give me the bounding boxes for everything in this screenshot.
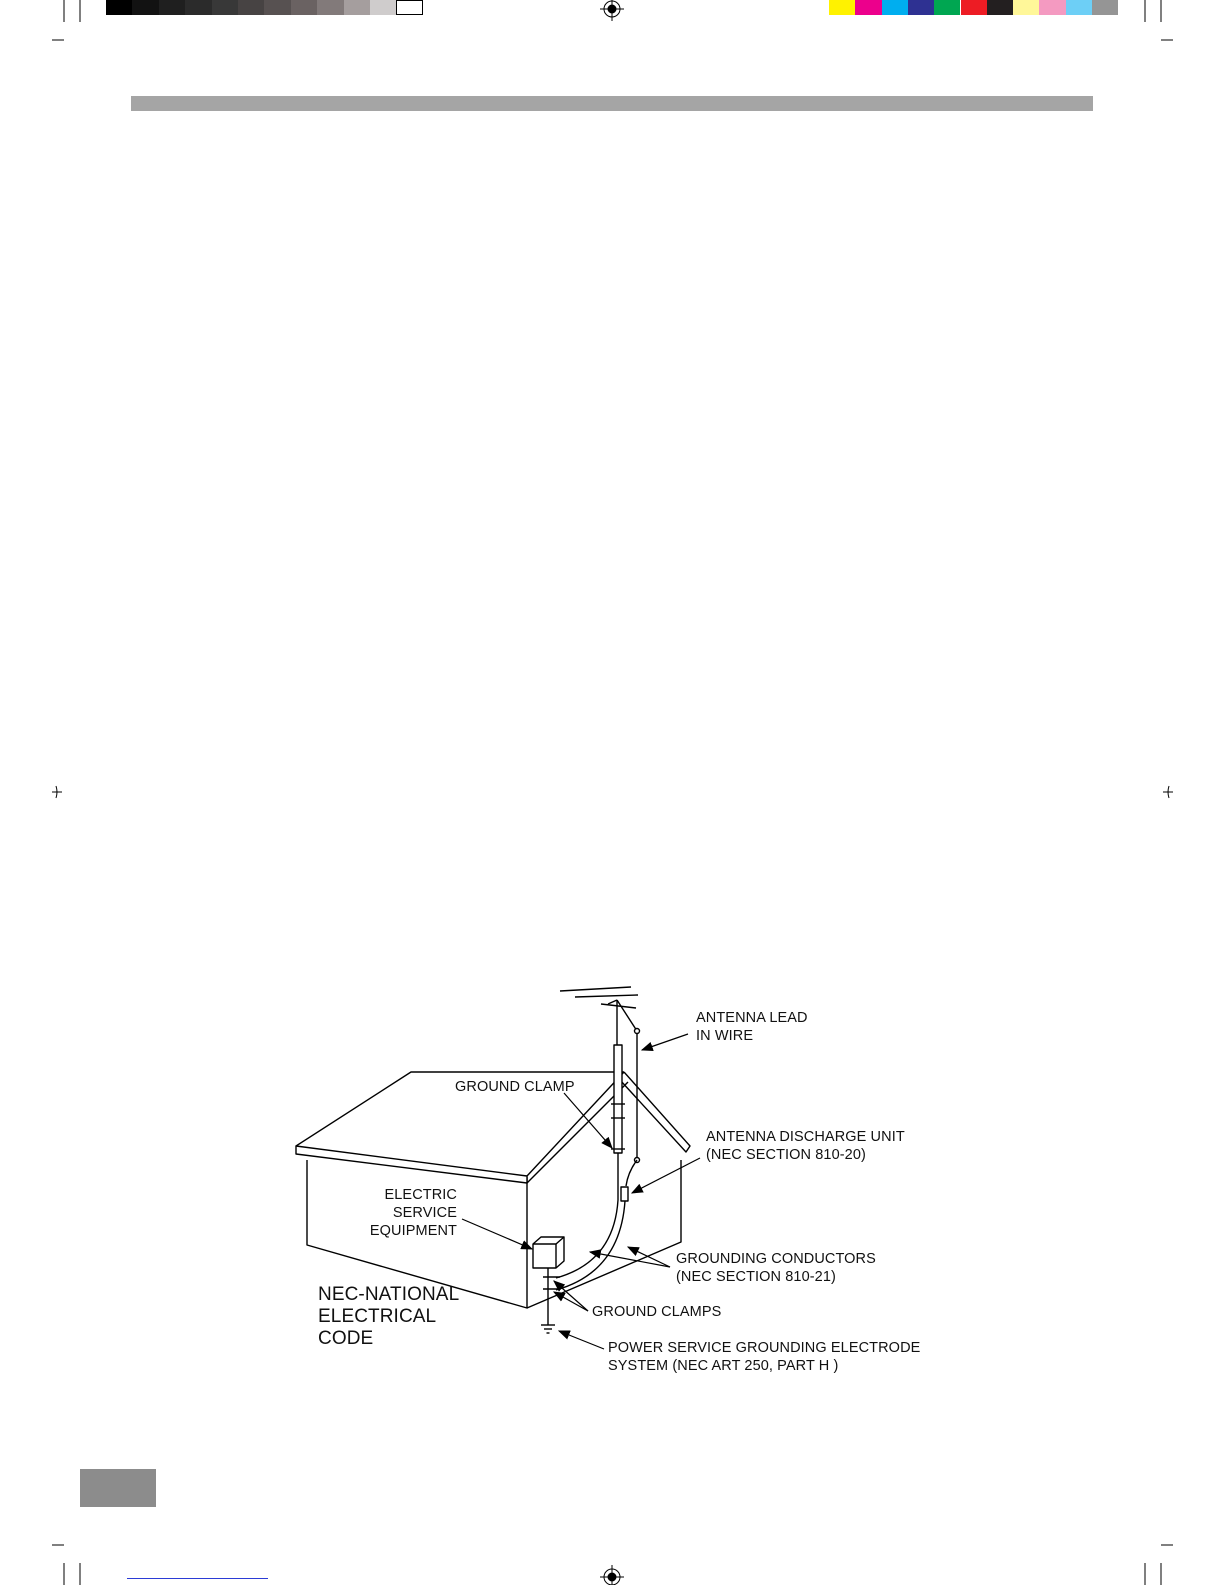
grounding-conductor-discharge — [556, 1201, 625, 1290]
label-antenna-discharge-unit: ANTENNA DISCHARGE UNIT (NEC SECTION 810-20) — [706, 1129, 905, 1163]
label-power-service-grounding: POWER SERVICE GROUNDING ELECTRODE SYSTEM (NEC ART 250, PART H ) — [608, 1340, 921, 1374]
label-electric-service-equipment: ELECTRIC SERVICE EQUIPMENT — [369, 1187, 457, 1239]
arrow-ground-clamps-2 — [554, 1292, 588, 1311]
label-grounding-conductors: GROUNDING CONDUCTORS (NEC SECTION 810-21) — [676, 1251, 876, 1285]
arrow-discharge-unit — [632, 1158, 700, 1193]
label-ground-clamps: GROUND CLAMPS — [592, 1304, 722, 1320]
grounding-conductor-mast — [556, 1153, 618, 1278]
arrow-power-service — [559, 1331, 604, 1349]
label-nec-national-electrical-code: NEC-NATIONAL ELECTRICAL CODE — [318, 1284, 460, 1349]
label-ground-clamp: GROUND CLAMP — [455, 1079, 575, 1095]
page-number-tab — [80, 1469, 156, 1507]
label-antenna-lead: ANTENNA LEAD IN WIRE — [696, 1010, 808, 1044]
arrow-grounding-1 — [590, 1252, 670, 1267]
arrow-ground-clamps-1 — [554, 1281, 588, 1311]
lead-in-wire — [621, 1029, 640, 1202]
footer-rule — [127, 1578, 268, 1579]
arrow-antenna-lead — [642, 1034, 688, 1050]
arrow-electric-service — [462, 1219, 532, 1249]
